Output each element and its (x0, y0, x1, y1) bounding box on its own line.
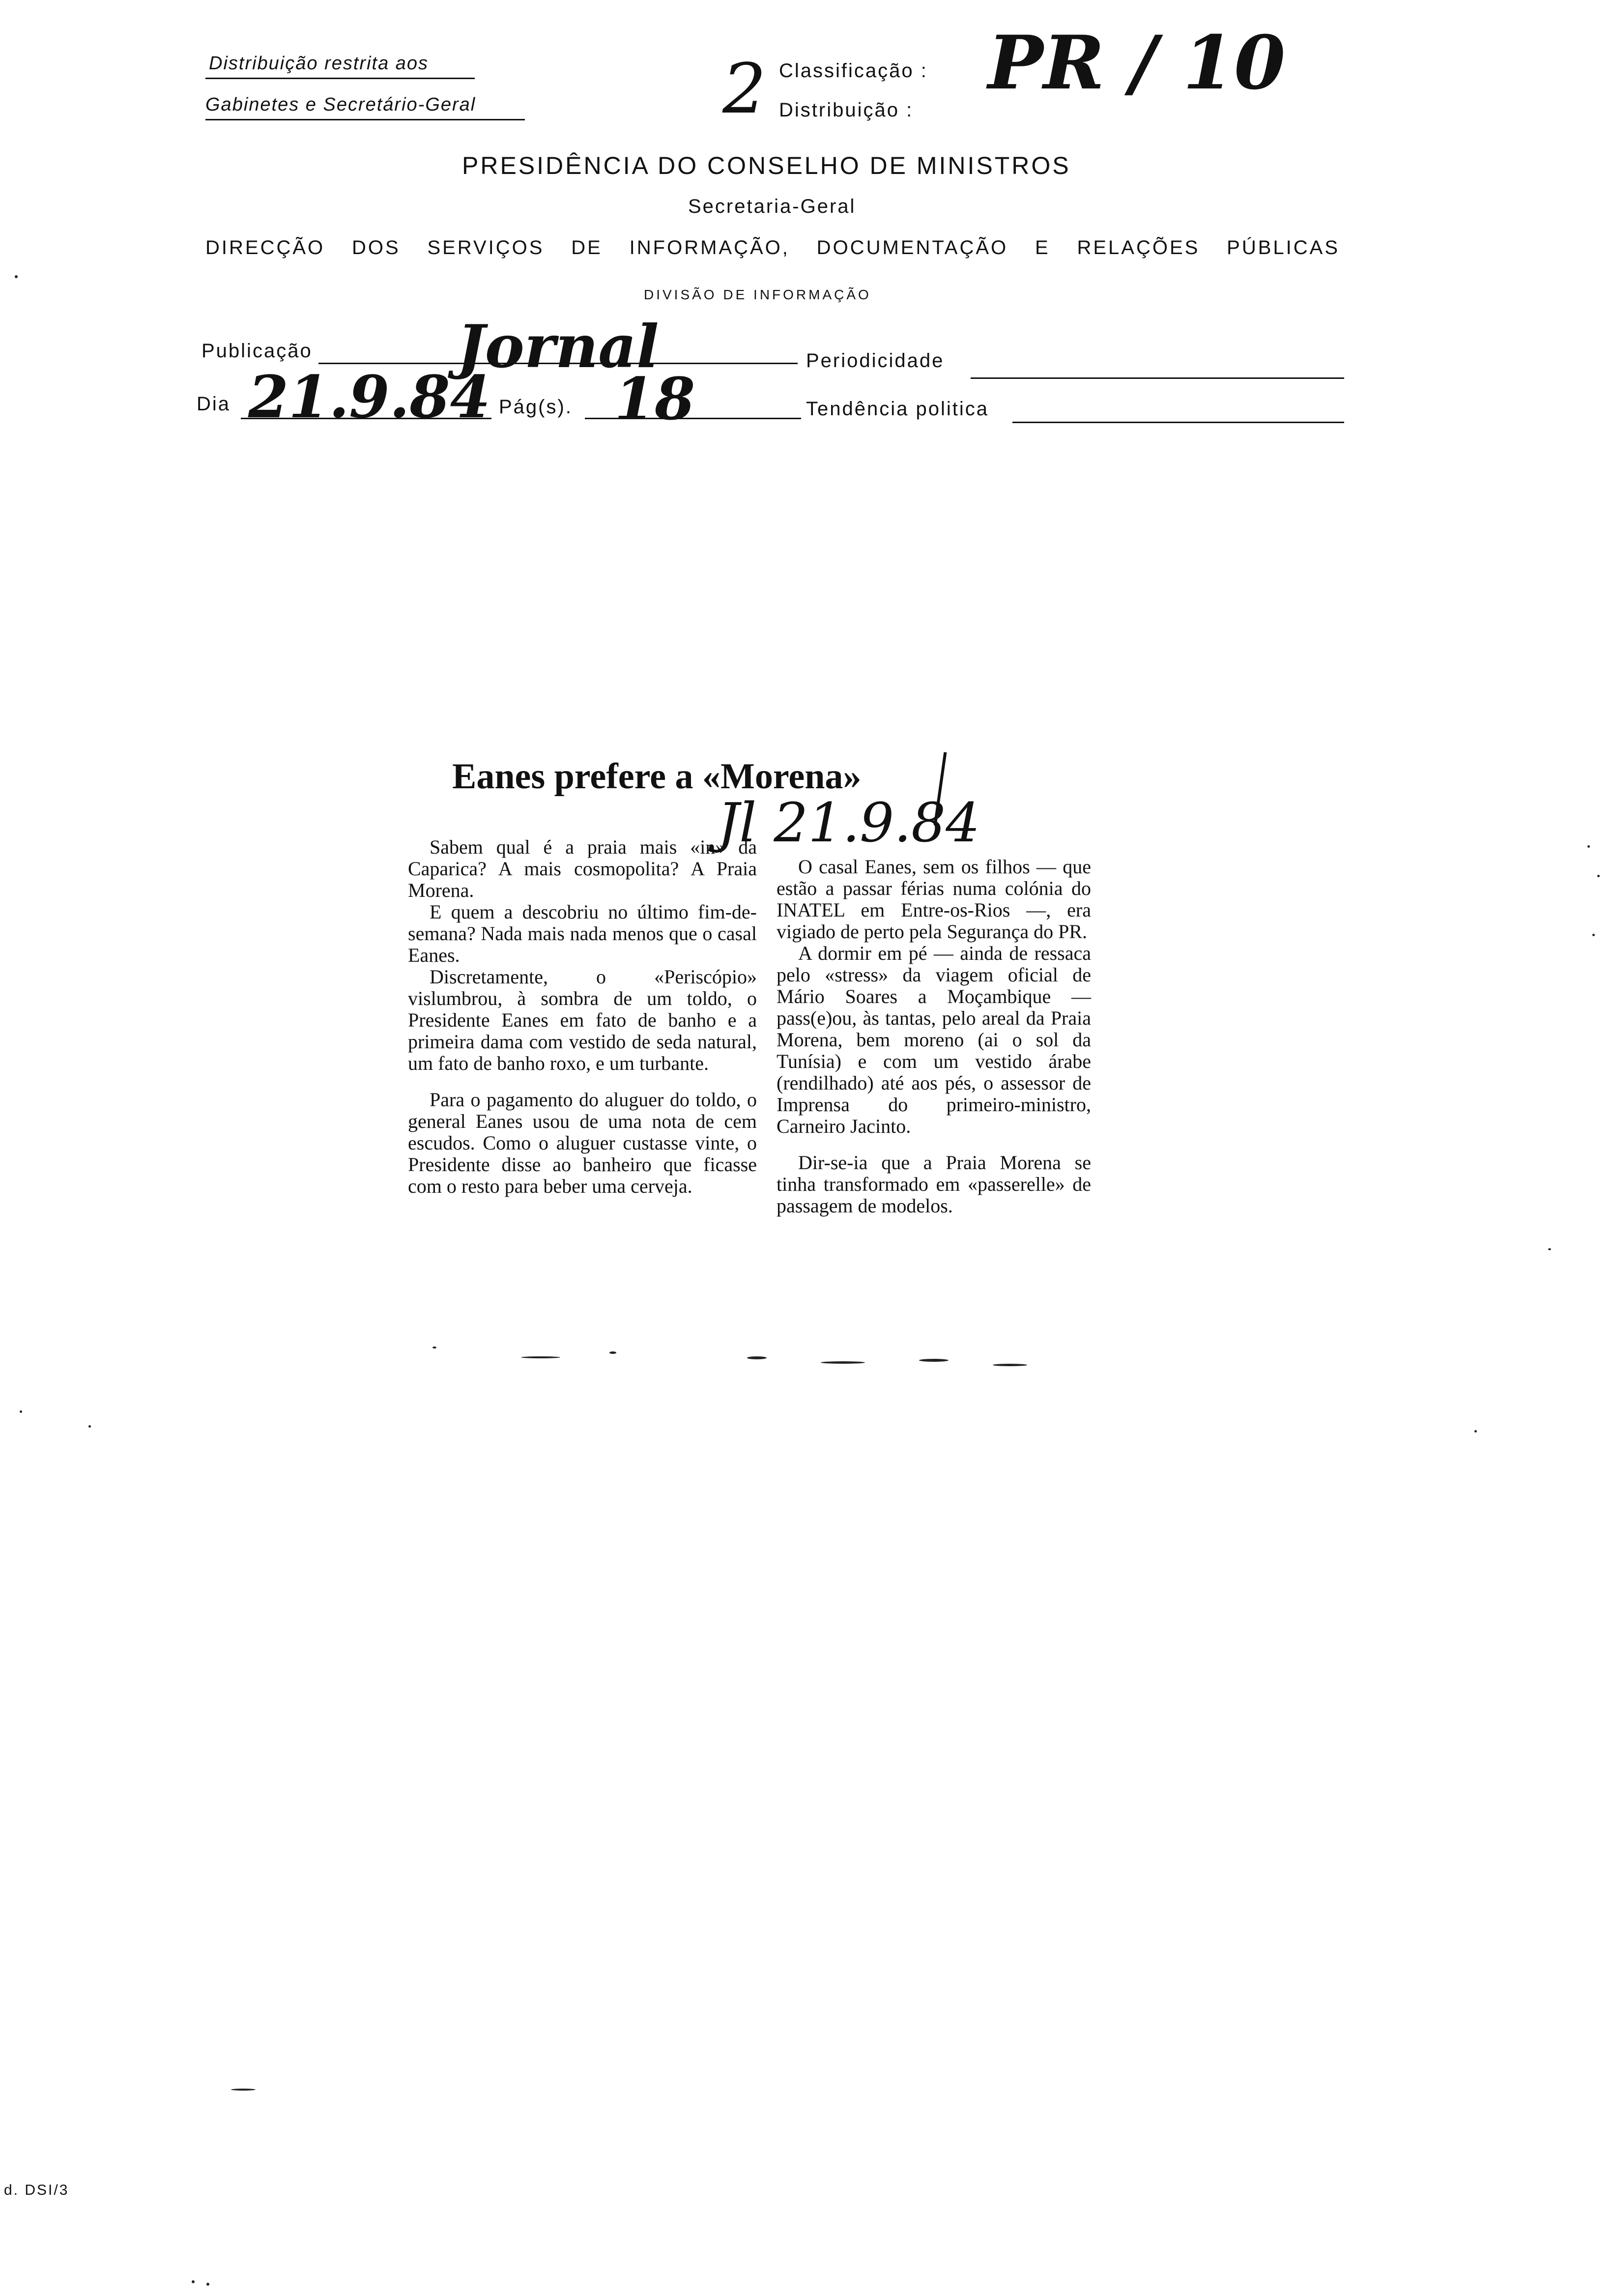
clipping-headline: Eanes prefere a «Morena» (452, 756, 862, 797)
scan-speck (1597, 875, 1600, 877)
tendency-label: Tendência politica (806, 398, 989, 420)
form-code: d. DSI/3 (4, 2182, 69, 2198)
underline (205, 119, 525, 120)
publication-label: Publicação (202, 340, 313, 362)
publication-value: Jornal (457, 312, 659, 381)
clipping-right-column (777, 856, 1091, 1217)
scan-speck (521, 1356, 560, 1358)
directorate-line: DIRECÇÃO DOS SERVIÇOS DE INFORMAÇÃO, DOCUMENTAÇÃO E RELAÇÕES PÚBLICAS (205, 237, 1340, 258)
scan-speck (432, 1347, 436, 1349)
scan-speck (919, 1359, 949, 1362)
scan-speck (15, 275, 18, 278)
periodicity-field-line (971, 377, 1344, 379)
scan-speck (231, 2089, 256, 2091)
day-value: 21.9.84 (248, 363, 490, 431)
division-label: DIVISÃO DE INFORMAÇÃO (644, 287, 871, 302)
scan-speck (206, 2283, 209, 2286)
scan-speck (1548, 1248, 1551, 1250)
handwritten-classification-code: PR / 10 (988, 20, 1286, 106)
scan-speck (609, 1351, 616, 1354)
scan-speck (747, 1356, 767, 1359)
scan-speck (1592, 934, 1595, 936)
scan-speck (821, 1361, 865, 1364)
classification-label: Classificação : (779, 60, 928, 82)
article-paragraph: A dormir em pé — ainda de ressaca pelo «stress» da viagem oficial de Mário Soares a Moçambique — pass(e)ou, às tantas, pelo areal da Praia Morena, bem moreno (ai o sol da Tunísia) e com um vestido árabe (rendilhado) até aos pés, o assessor de Imprensa do primeiro-ministro, Carneiro Jacinto. (777, 942, 1091, 1137)
distribution-label: Distribuição : (779, 99, 914, 121)
article-paragraph: O casal Eanes, sem os filhos — que estão a passar férias numa colónia do INATEL em Entre-os-Rios —, era vigiado de perto pela Segurança do PR. (777, 856, 1091, 943)
pages-value: 18 (614, 365, 695, 433)
scan-speck (993, 1364, 1027, 1366)
scan-speck (20, 1410, 22, 1413)
tendency-field-line (1012, 422, 1344, 423)
handwritten-number: 2 (722, 49, 767, 129)
article-paragraph: Discretamente, o «Periscópio» vislumbrou, à sombra de um toldo, o Presidente Eanes em fato de banho e a primeira dama com vestido de seda natural, um fato de banho roxo, e um turbante. (408, 966, 757, 1074)
newspaper-clipping (403, 722, 1121, 1381)
underline (205, 78, 475, 79)
distribution-restricted-line2: Gabinetes e Secretário-Geral (205, 94, 476, 115)
scan-speck (88, 1425, 91, 1428)
article-paragraph: Sabem qual é a praia mais «in» da Caparica? A mais cosmopolita? A Praia Morena. (408, 836, 757, 901)
presidency-title: PRESIDÊNCIA DO CONSELHO DE MINISTROS (462, 152, 1071, 179)
clipping-handwritten-annotation: Jl 21.9.84 (718, 791, 980, 854)
distribution-restricted-line1: Distribuição restrita aos (209, 53, 429, 74)
day-label: Dia (197, 393, 231, 415)
article-paragraph: E quem a descobriu no último fim-de-semana? Nada mais nada menos que o casal Eanes. (408, 901, 757, 966)
clipping-left-column (408, 836, 757, 1197)
article-paragraph: Dir-se-ia que a Praia Morena se tinha transformado em «passerelle» de passagem de modelos. (777, 1151, 1091, 1217)
scan-speck (1587, 845, 1590, 848)
scan-speck (1474, 1430, 1477, 1433)
pages-label: Pág(s). (499, 396, 573, 418)
scan-speck (192, 2280, 195, 2283)
secretariat-subtitle: Secretaria-Geral (688, 196, 856, 217)
article-paragraph: Para o pagamento do aluguer do toldo, o general Eanes usou de uma nota de cem escudos. Como o aluguer custasse vinte, o Presidente disse ao banheiro que ficasse com o resto para beber uma cerveja. (408, 1089, 757, 1197)
periodicity-label: Periodicidade (806, 350, 945, 372)
